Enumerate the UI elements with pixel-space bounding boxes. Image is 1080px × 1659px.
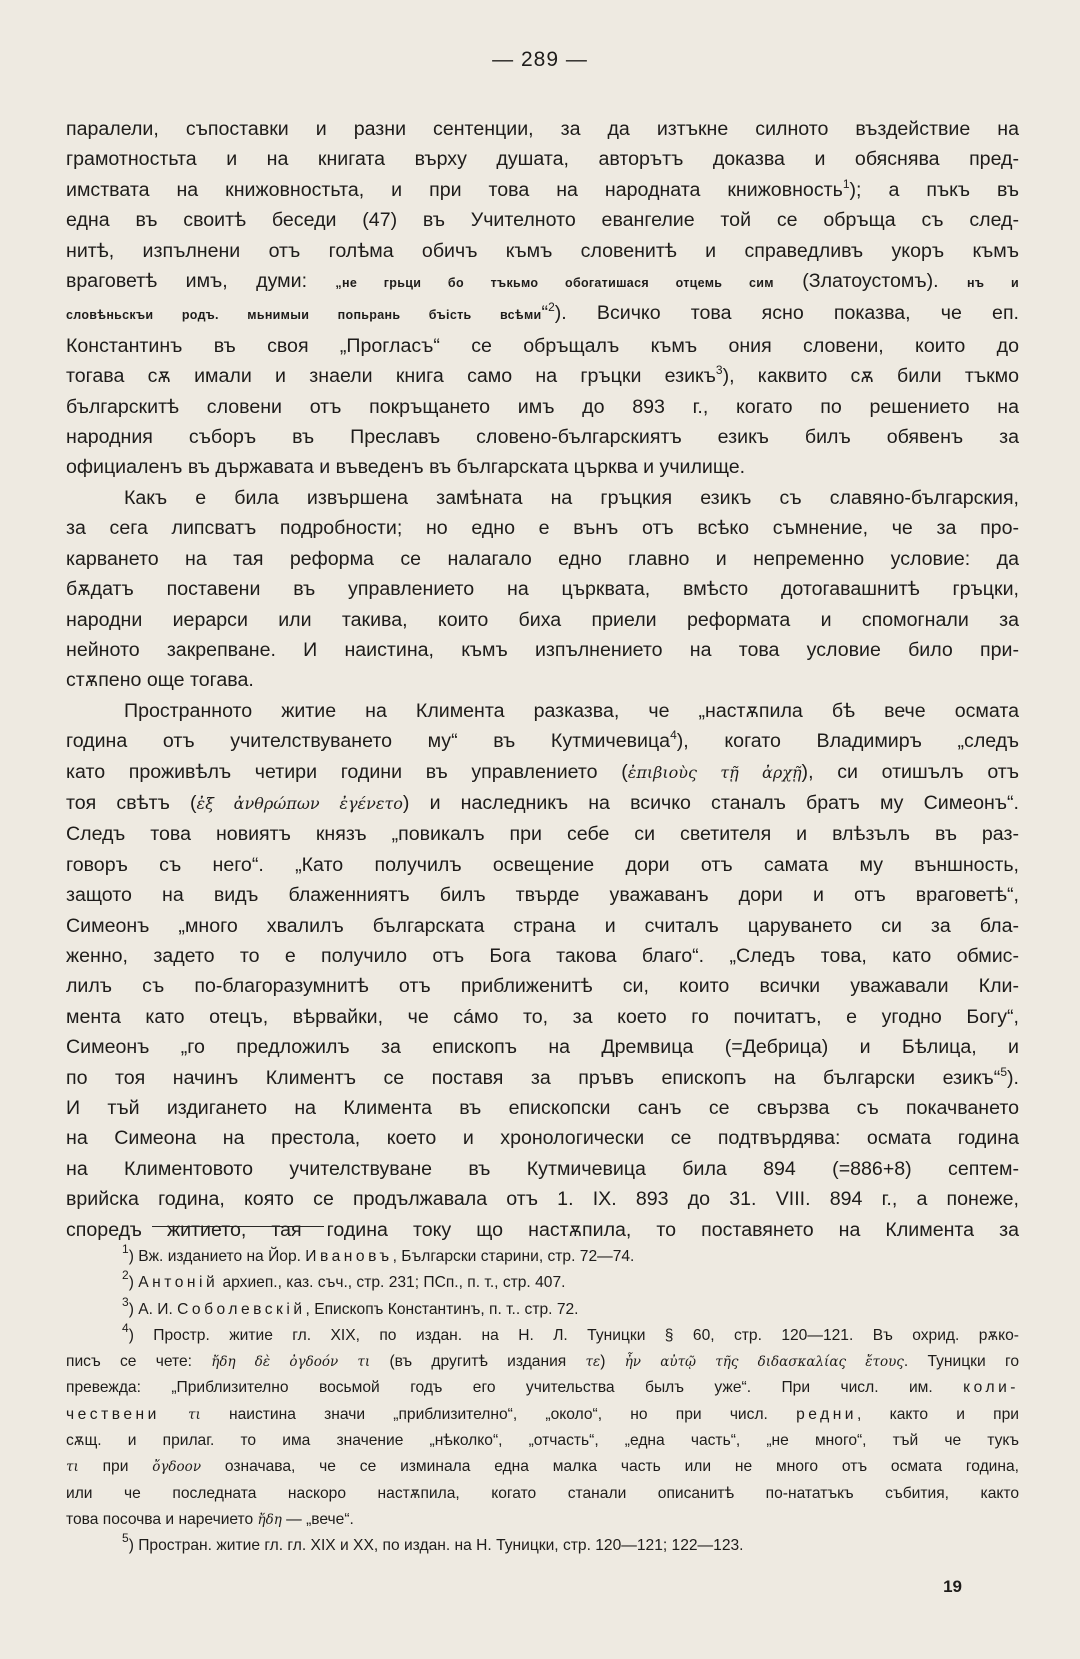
text-line: българскитѣ словени отъ покръщането имъ до 893 г., когато по решението на	[66, 395, 1019, 418]
footnote-line: това посочва и наречието ἤδη — „вече“.	[66, 1510, 354, 1528]
greek-quote: ἐξ ἀνθρώπων ἐγένετο	[196, 793, 403, 813]
footnote-line: сѫщ. и прилаг. то има значение „нѣколко“, „отчасть“, „една часть“, „не много“, тъй че тукъ	[66, 1432, 1019, 1450]
footnote-5: $^5$) Простран. житие гл. гл. XIX и XX, по издан. на Н. Туницки, стр. 120—121; 122—123.	[122, 1531, 744, 1555]
footnote-4	[66, 1320, 1019, 1533]
footnote-line: или че последната наскоро настѫпила, когато станали описанитѣ по-нататъкъ събития, както	[66, 1484, 1019, 1502]
text-line: Константинъ въ своя „Прогласъ“ се обръщалъ къмъ ония словени, които до	[66, 334, 1019, 357]
text-line: нейното закрепване. И наистина, къмъ изпълнението на това условие било при-	[66, 638, 1019, 661]
text-line: защото на видъ блаженниятъ билъ твърде уважаванъ дори и отъ враговетѣ“,	[66, 884, 1019, 907]
text-line: тоя свѣтъ (ἐξ ἀνθρώπων ἐγένετο) и наследникъ на всичко станалъ братъ му Симеонъ“.	[66, 791, 1019, 814]
text-line: Пространното житие на Климента разказва, че „настѫпила бѣ вече осмата	[124, 699, 1019, 722]
text-line: женно, задето то е получило отъ Бога такова благо“. „Следъ това, като обмис-	[66, 944, 1019, 967]
footnote-2: $^2$) Антоній архиеп., каз. съч., стр. 231; ПСп., п. т., стр. 407.	[122, 1268, 566, 1292]
footnote-line: $^4$) Простр. житие гл. XIX, по издан. на Н. Л. Туницки § 60, стр. 120—121. Въ охрид. рѫко-	[122, 1320, 1019, 1344]
text-line: споредъ житието, тая година току що настѫпила, то поставянето на Климента за	[66, 1218, 1019, 1241]
footnote-line: писъ се чете: ἤδη δὲ ὀγδοόν τι (въ другитѣ издания τε) ἦν αὐτῷ τῆς διδασκαλίας ἔτους. Туницки го	[66, 1353, 1019, 1371]
footnote-ref: 2	[548, 300, 555, 315]
text-line: враговетѣ имъ, думи: „не грьци бо тъкьмо обогатишася отцемь сим (Златоустомъ). нъ и	[66, 270, 1019, 293]
text-line: Следъ това новиятъ князъ „повикалъ при себе си светителя и влѣзълъ въ раз-	[66, 823, 1019, 846]
greek-quote: ἐπιβιοὺς τῇ ἀρχῇ	[627, 762, 802, 782]
footnote-ref: 3	[715, 363, 723, 378]
text-line: лилъ съ по-благоразумнитѣ отъ приближенитѣ си, които всички уважавали Кли-	[66, 975, 1019, 998]
sheet-signature-number: 19	[943, 1577, 962, 1596]
footnote-ref: 5	[1000, 1064, 1008, 1079]
text-line: на Климентовото учителствуване въ Кутмичевица била 894 (=886+8) септем-	[66, 1157, 1019, 1180]
text-line: една въ своитѣ беседи (47) въ Учителното евангелие той се обръща съ след-	[66, 209, 1019, 232]
text-line: мента като отецъ, вѣрвайки, че сáмо то, за което го почитатъ, е угодно Богу“,	[66, 1005, 1019, 1028]
text-line: официаленъ въ държавата и въведенъ въ българската църква и училище.	[66, 456, 746, 479]
footnote-line: чествени τι наистина значи „приблизително“, „около“, но при числ. редни, както и при	[66, 1405, 1019, 1423]
text-line: народния съборъ въ Преславъ словено-българскиятъ езикъ билъ обявенъ за	[66, 426, 1019, 449]
text-line: говоръ съ него“. „Като получилъ освещение дори отъ самата му външность,	[66, 853, 1019, 876]
text-line: врийска година, която се продължавала отъ 1. IX. 893 до 31. VIII. 894 г., а понеже,	[66, 1188, 1019, 1211]
paragraph-2	[66, 483, 1019, 696]
text-line: на Симеона на престола, което и хронологически се подтвърдява: осмата година	[66, 1127, 1019, 1150]
text-line: словѣньскъи родъ. мьнимыи попьрань бъість всѣми“$^2$). Всичко това ясно показва, че еп.	[66, 300, 1019, 325]
footnote-3: $^3$) А. И. Соболевскій, Епископъ Константинъ, п. т.. стр. 72.	[122, 1294, 579, 1318]
footnote-line: превежда: „Приблизително восьмой годъ его учительства былъ уже“. При числ. им. коли-	[66, 1379, 1019, 1397]
paragraph-1	[66, 114, 1019, 483]
text-line: паралели, съпоставки и разни сентенции, за да изтъкне силното въздействие на	[66, 118, 1019, 140]
text-line: година отъ учителствуването му“ въ Кутмичевица$^4$), когато Владимиръ „следъ	[66, 728, 1019, 753]
text-line: по тоя начинъ Климентъ се поставя за пръвъ епископъ на български езикъ“$^5$).	[66, 1064, 1019, 1089]
text-line: за сега липсватъ подробности; но едно е вънъ отъ всѣко съмнение, че за про-	[66, 517, 1019, 540]
footnotes	[66, 1244, 1019, 1560]
text-line: карването на тая реформа се налагало едно главно и непременно условие: да	[66, 547, 1019, 570]
text-line: грамотностьта и на книгата върху душата, авторътъ доказва и обяснява пред-	[66, 148, 1019, 171]
old-slavonic-quote: нъ и	[967, 276, 1019, 291]
text-line: Симеонъ „го предложилъ за епископъ на Дремвица (=Дебрица) и Бѣлица, и	[66, 1036, 1019, 1059]
text-line: Симеонъ „много хвалилъ българската страна и считалъ царуването си за бла-	[66, 914, 1019, 937]
text-line: Какъ е била извършена замѣната на гръцкия езикъ съ славяно-българския,	[124, 486, 1019, 509]
footnote-divider	[152, 1226, 324, 1227]
text-line: като проживѣлъ четири години въ управлението (ἐπιβιοὺς τῇ ἀρχῇ), си отишълъ отъ	[66, 760, 1020, 783]
footnote-ref: 1	[842, 176, 850, 191]
page-number: — 289 —	[492, 48, 588, 71]
text-line: народни иерарси или такива, които биха приели реформата и спомогнали за	[66, 608, 1019, 631]
text-line: бѫдатъ поставени въ управлението на църквата, вмѣсто дотогавашнитѣ гръцки,	[66, 578, 1019, 601]
old-slavonic-quote: словѣньскъи родъ. мьнимыи попьрань бъість всѣми	[66, 308, 542, 323]
text-line: тогава сѫ имали и знаели книга само на гръцки езикъ$^3$), каквито сѫ били тъкмо	[66, 363, 1020, 388]
paragraph-3	[66, 696, 1019, 1245]
text-line: нитѣ, изпълнени отъ голѣма обичъ къмъ словенитѣ и справедливъ укоръ къмъ	[66, 239, 1019, 262]
main-text	[66, 114, 1019, 1245]
text-line: И тъй издигането на Климента въ епископски санъ се свързва съ покачването	[66, 1097, 1019, 1119]
old-slavonic-quote: „не грьци бо тъкьмо обогатишася отцемь сим	[335, 276, 774, 291]
text-line: стѫпено още тогава.	[66, 669, 254, 692]
footnote-line: τι при ὄγδοον означава, че се изминала една малка часть или не много отъ осмата година,	[66, 1458, 1019, 1476]
text-line: имствата на книжовностьта, и при това на народната книжовность$^1$); а пъкъ въ	[66, 176, 1019, 201]
footnote-ref: 4	[670, 728, 677, 743]
footnote-1: $^1$) Вж. изданието на Йор. Ивановъ, Български старини, стр. 72—74.	[122, 1242, 635, 1265]
